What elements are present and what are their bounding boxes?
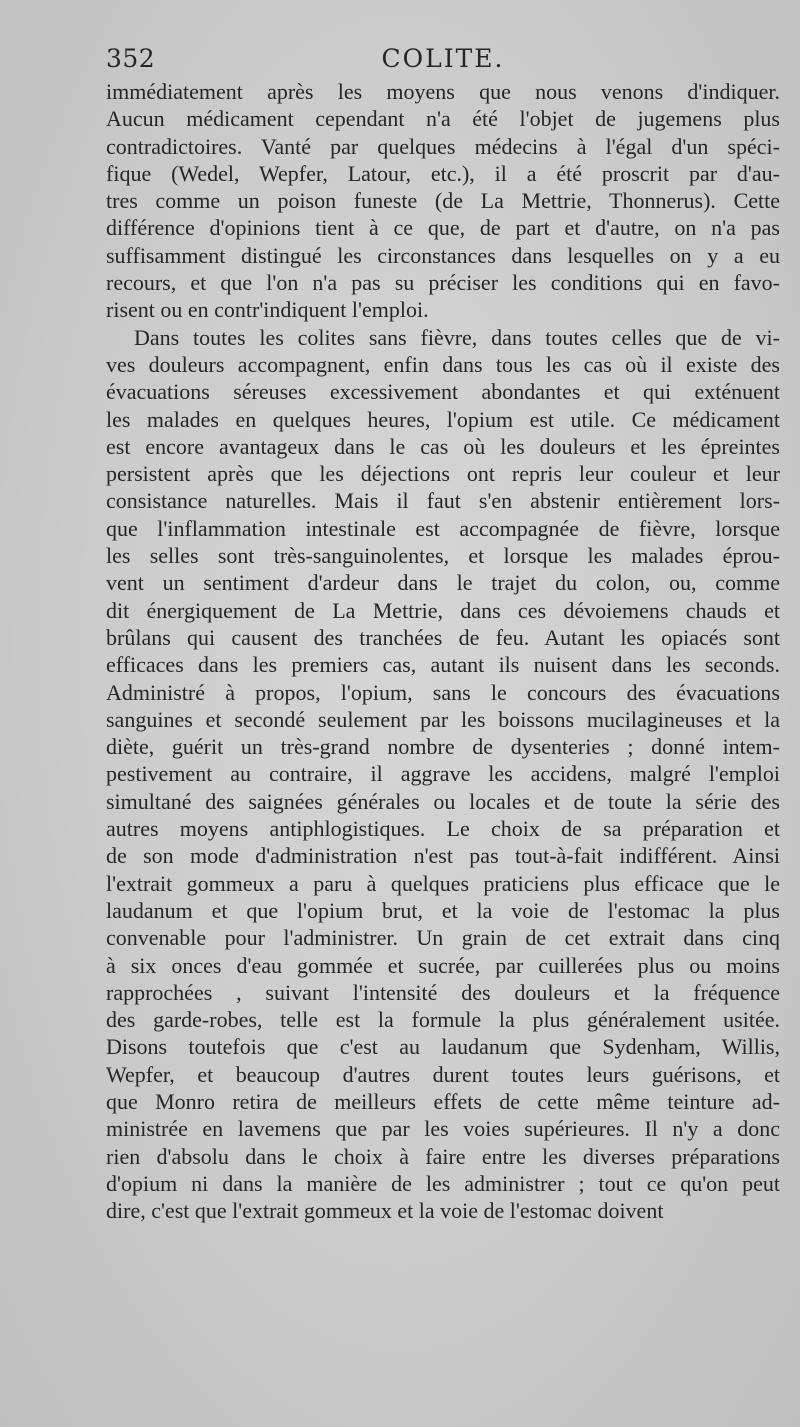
text-line: à six onces d'eau gommée et sucrée, par cuillerées plus ou moins bbox=[106, 952, 780, 978]
text-line: les selles sont très-sanguinolentes, et lorsque les malades éprou- bbox=[106, 543, 780, 569]
running-head bbox=[106, 38, 780, 78]
text-line: Disons toutefois que c'est au laudanum que Sydenham, Willis, bbox=[106, 1034, 780, 1060]
text-line: dit énergiquement de La Mettrie, dans ces dévoiemens chauds et bbox=[106, 597, 780, 623]
text-line: Wepfer, et beaucoup d'autres durent toutes leurs guérisons, et bbox=[106, 1061, 780, 1087]
text-line: l'extrait gommeux a paru à quelques praticiens plus efficace que le bbox=[106, 870, 780, 896]
text-line: que Monro retira de meilleurs effets de cette même teinture ad- bbox=[106, 1088, 780, 1114]
text-line: efficaces dans les premiers cas, autant ils nuisent dans les seconds. bbox=[106, 652, 780, 678]
text-line: est encore avantageux dans le cas où les douleurs et les épreintes bbox=[106, 433, 780, 459]
text-line: persistent après que les déjections ont repris leur couleur et leur bbox=[106, 461, 780, 487]
text-line: vent un sentiment d'ardeur dans le trajet du colon, ou, comme bbox=[106, 570, 780, 596]
text-line: différence d'opinions tient à ce que, de part et d'autre, on n'a pas bbox=[106, 215, 780, 241]
text-line: immédiatement après les moyens que nous venons d'indiquer. bbox=[106, 79, 780, 104]
text-line: des garde-robes, telle est la formule la plus généralement usitée. bbox=[106, 1007, 780, 1033]
text-line: les malades en quelques heures, l'opium est utile. Ce médicament bbox=[106, 406, 780, 432]
text-line: sanguines et secondé seulement par les boissons mucilagineuses et la bbox=[106, 706, 780, 732]
text-line: autres moyens antiphlogistiques. Le choix de sa préparation et bbox=[106, 816, 780, 842]
text-line: que l'inflammation intestinale est accompagnée de fièvre, lorsque bbox=[106, 515, 780, 541]
text-line: Dans toutes les colites sans fièvre, dans toutes celles que de vi- bbox=[134, 324, 780, 350]
text-line: Aucun médicament cependant n'a été l'objet de jugemens plus bbox=[106, 106, 780, 132]
text-line: rien d'absolu dans le choix à faire entre les diverses préparations bbox=[106, 1143, 780, 1169]
text-line: consistance naturelles. Mais il faut s'en abstenir entièrement lors- bbox=[106, 488, 780, 514]
text-line: recours, et que l'on n'a pas su préciser les conditions qui en favo- bbox=[106, 270, 780, 296]
text-line: convenable pour l'administrer. Un grain de cet extrait dans cinq bbox=[106, 925, 780, 951]
text-line: tres comme un poison funeste (de La Mettrie, Thonnerus). Cette bbox=[106, 188, 780, 214]
text-line: dire, c'est que l'extrait gommeux et la voie de l'estomac doivent bbox=[106, 1198, 664, 1224]
text-line: ves douleurs accompagnent, enfin dans tous les cas où il existe des bbox=[106, 351, 780, 377]
running-title: COLITE. bbox=[381, 44, 505, 73]
text-line: risent ou en contr'indiquent l'emploi. bbox=[106, 297, 429, 323]
text-line: brûlans qui causent des tranchées de feu. Autant les opiacés sont bbox=[106, 624, 780, 650]
paragraph bbox=[106, 78, 780, 324]
text-line: d'opium ni dans la manière de les administrer ; tout ce qu'on peut bbox=[106, 1170, 780, 1196]
text-line: pestivement au contraire, il aggrave les accidens, malgré l'emploi bbox=[106, 761, 780, 787]
book-page bbox=[106, 38, 780, 1224]
text-line: contradictoires. Vanté par quelques médecins à l'égal d'un spéci- bbox=[106, 133, 780, 159]
paragraph bbox=[106, 324, 780, 1225]
text-line: évacuations séreuses excessivement abondantes et qui exténuent bbox=[106, 379, 780, 405]
text-line: laudanum et que l'opium brut, et la voie de l'estomac la plus bbox=[106, 897, 780, 923]
text-line: diète, guérit un très-grand nombre de dysenteries ; donné intem- bbox=[106, 734, 780, 760]
text-line: fique (Wedel, Wepfer, Latour, etc.), il a été proscrit par d'au- bbox=[106, 160, 780, 186]
text-line: rapprochées , suivant l'intensité des douleurs et la fréquence bbox=[106, 979, 780, 1005]
text-line: de son mode d'administration n'est pas tout-à-fait indifférent. Ainsi bbox=[106, 843, 780, 869]
text-line: suffisamment distingué les circonstances dans lesquelles on y a eu bbox=[106, 242, 780, 268]
text-line: Administré à propos, l'opium, sans le concours des évacuations bbox=[106, 679, 780, 705]
page-number: 352 bbox=[106, 44, 156, 73]
text-line: simultané des saignées générales ou locales et de toute la série des bbox=[106, 788, 780, 814]
text-line: ministrée en lavemens que par les voies supérieures. Il n'y a donc bbox=[106, 1116, 780, 1142]
